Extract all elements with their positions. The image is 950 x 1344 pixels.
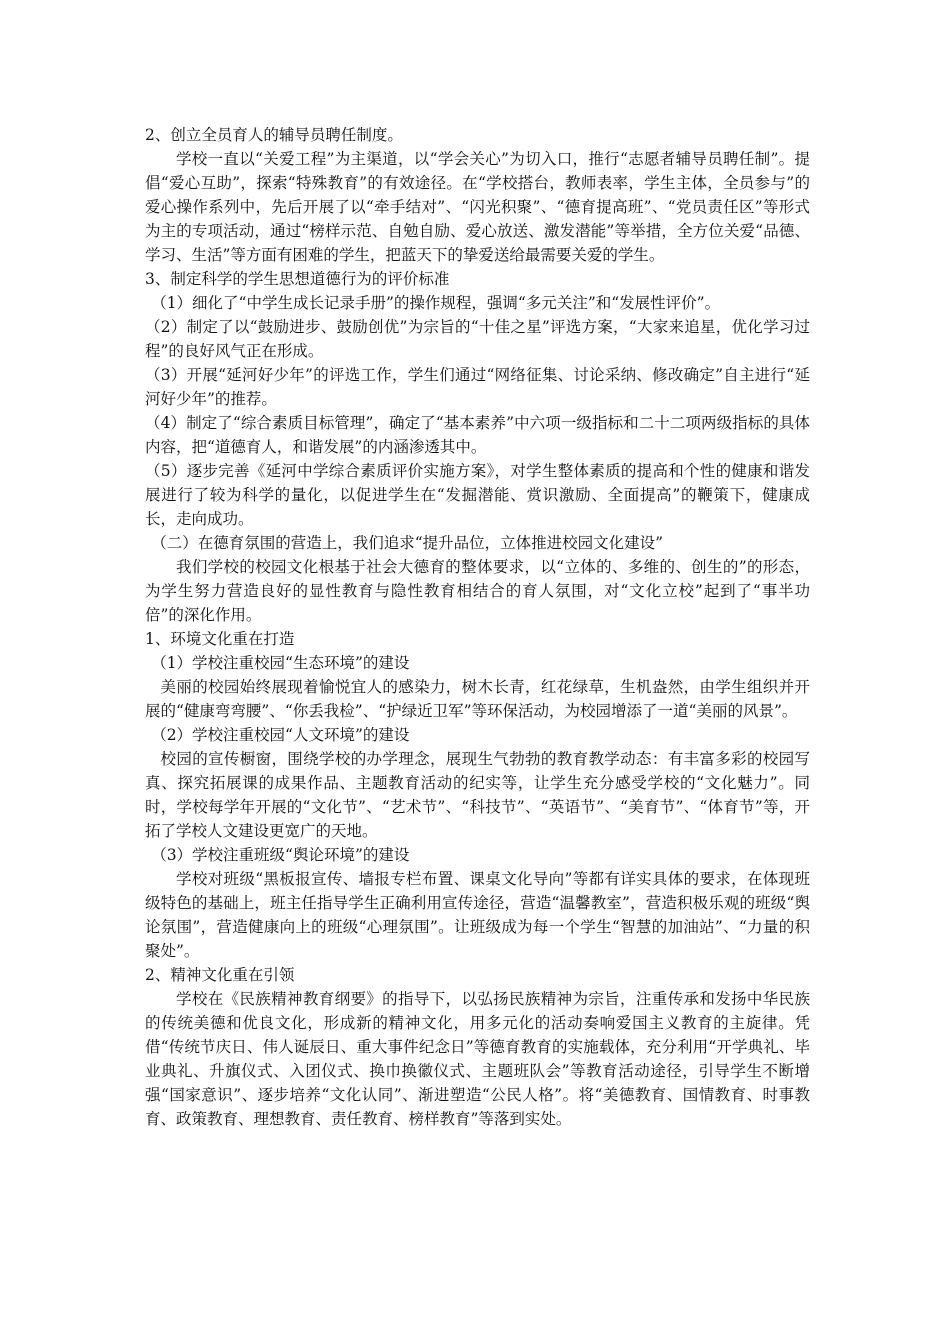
paragraph-showcase: 校园的宣传橱窗，围绕学校的办学理念，展现生气勃勃的教育教学动态：有丰富多彩的校园写真、探究拓展课的成果作品、主题教育活动的纪实等，让学生充分感受学校的“文化魅力”。同时，学校每学年开展的“文化节”、“艺术节”、“科技节”、“英语节”、“美育节”、“体育节”等，开拓了学校人文建设更宽广的天地。 [145, 750, 810, 840]
paragraph-class-publicity: 学校对班级“黑板报宣传、墙报专栏布置、课桌文化导向”等都有详实具体的要求，在体现班级特色的基础上，班主任指导学生正确利用宣传途径，营造“温馨教室”，营造积极乐观的班级“舆论氛围”，营造健康向上的班级“心理氛围”。让班级成为每一个学生“智慧的加油站”、“力量的积聚处”。 [145, 870, 810, 960]
paragraph-campus-culture: 我们学校的校园文化根基于社会大德育的整体要求，以“立体的、多维的、创生的”的形态，为学生努力营造良好的显性教育与隐性教育相结合的育人氛围，对“文化立校”起到了“事半功倍”的深化作用。 [145, 558, 810, 624]
paragraph-national-spirit: 学校在《民族精神教育纲要》的指导下，以弘扬民族精神为宗旨，注重传承和发扬中华民族的传统美德和优良文化，形成新的精神文化，用多元化的活动奏响爱国主义教育的主旋律。凭借“传统节庆日、伟人诞辰日、重大事件纪念日”等德育教育的实施载体，充分利用“开学典礼、毕业典礼、升旗仪式、入团仪式、换巾换徽仪式、主题班队会”等教育活动途径，引导学生不断增强“国家意识”、逐步培养“文化认同”、渐进塑造“公民人格”。将“美德教育、国情教育、时事教育、政策教育、理想教育、责任教育、榜样教育”等落到实处。 [145, 990, 810, 1128]
section-heading-3-evaluation: 3、制定科学的学生思想道德行为的评价标准 [145, 270, 450, 288]
section-heading-moral-atmosphere: （二）在德育氛围的营造上，我们追求“提升品位，立体推进校园文化建设” [151, 534, 664, 552]
subheading-opinion-environment: （3）学校注重班级“舆论环境”的建设 [151, 846, 410, 864]
list-item-5-evaluation-plan: （5）逐步完善《延河中学综合素质评价实施方案》，对学生整体素质的提高和个性的健康和谐发展进行了较为科学的量化，以促进学生在“发掘潜能、赏识激励、全面提高”的鞭策下，健康成长，走向成功。 [145, 462, 810, 528]
list-item-4-quality-goals: （4）制定了“综合素质目标管理”，确定了“基本素养”中六项一级指标和二十二项两级指标的具体内容，把“道德育人，和谐发展”的内涵渗透其中。 [145, 414, 810, 456]
document-body [145, 123, 810, 1131]
paragraph-caring-project: 学校一直以“关爱工程”为主渠道，以“学会关心”为切入口，推行“志愿者辅导员聘任制”。提倡“爱心互助”，探索“特殊教育”的有效途径。在“学校搭台，教师表率，学生主体，全员参与”的爱心操作系列中，先后开展了以“牵手结对”、“闪光积聚”、“德育提高班”、“党员责任区”等形式为主的专项活动，通过“榜样示范、自勉自励、爱心放送、激发潜能”等举措，全方位关爱“品德、学习、生活”等方面有困难的学生，把蓝天下的挚爱送给最需要关爱的学生。 [145, 150, 810, 264]
paragraph-beautiful-campus: 美丽的校园始终展现着愉悦宜人的感染力，树木长青，红花绿草，生机盎然，由学生组织并开展的“健康弯弯腰”、“你丢我检”、“护绿近卫军”等环保活动，为校园增添了一道“美丽的风景”。 [145, 678, 810, 720]
subheading-ecological-environment: （1）学校注重校园“生态环境”的建设 [151, 654, 410, 672]
list-item-2-ten-stars: （2）制定了以“鼓励进步、鼓励创优”为宗旨的“十佳之星”评选方案，“大家来追星，优化学习过程”的良好风气正在形成。 [145, 318, 810, 360]
list-item-1-growth-record: （1）细化了“中学生成长记录手册”的操作规程，强调“多元关注”和“发展性评价”。 [151, 294, 721, 312]
subheading-humanistic-environment: （2）学校注重校园“人文环境”的建设 [151, 726, 410, 744]
section-heading-1-environment: 1、环境文化重在打造 [145, 630, 295, 648]
list-item-3-good-youth: （3）开展“延河好少年”的评选工作，学生们通过“网络征集、讨论采纳、修改确定”自主进行“延河好少年”的推荐。 [145, 366, 810, 408]
section-heading-2-counselor: 2、创立全员育人的辅导员聘任制度。 [145, 126, 403, 144]
section-heading-2-spirit: 2、精神文化重在引领 [145, 966, 295, 984]
